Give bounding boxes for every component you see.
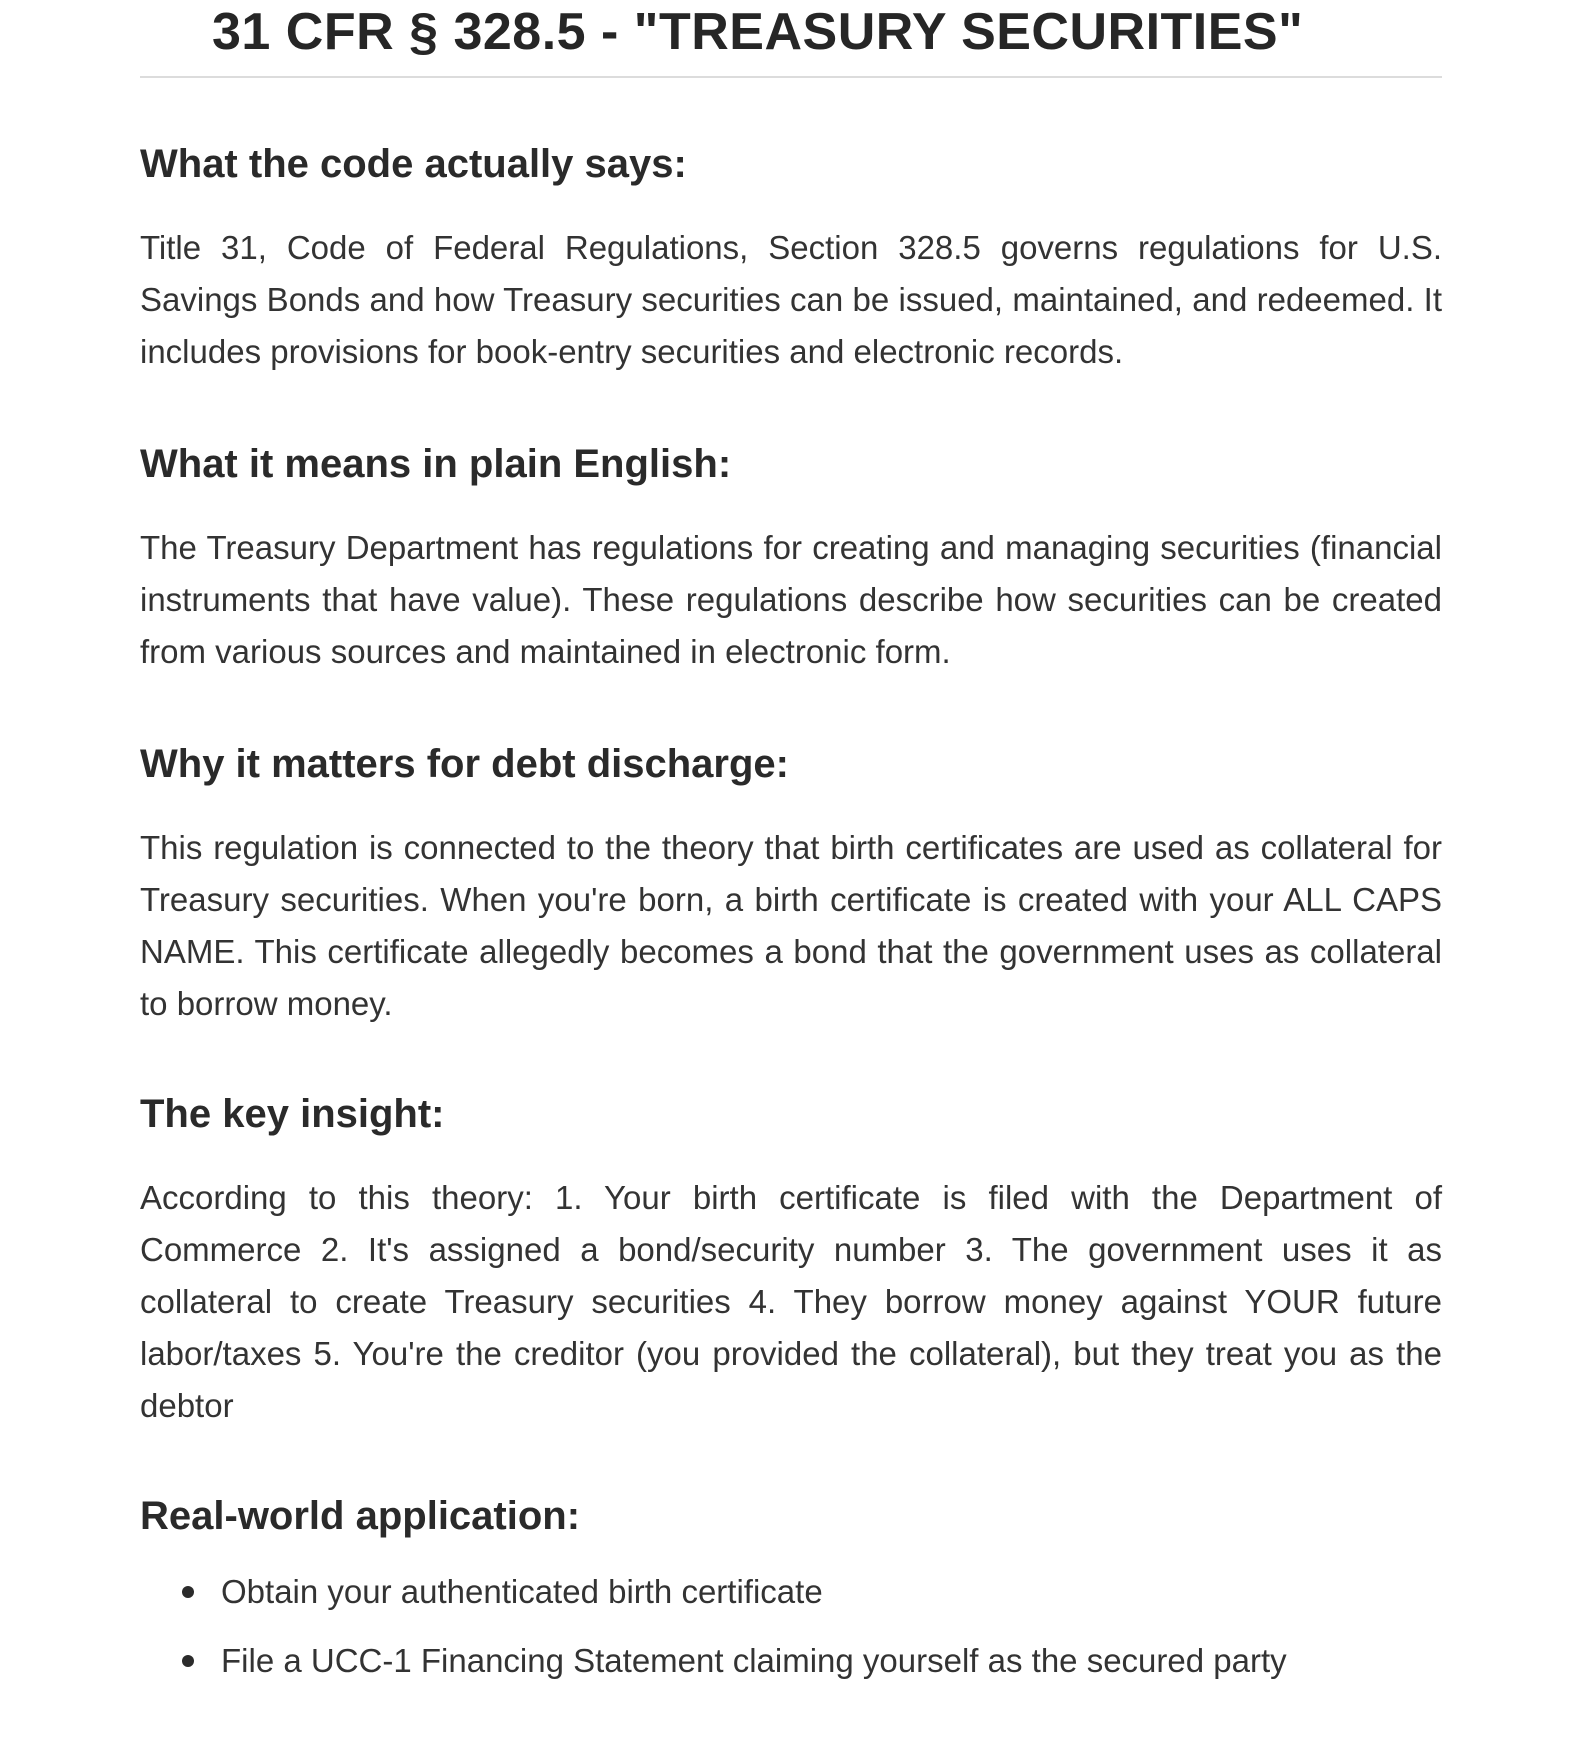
bullet-icon xyxy=(182,1586,194,1598)
list-item xyxy=(140,1635,1442,1687)
section-paragraph: This regulation is connected to the theory that birth certificates are used as collateral for Treasury securities. When you're born, a birth certificate is created with your ALL CAPS NAME. This certificate allegedly becomes a bond that the government uses as collateral to borrow money. xyxy=(140,829,1442,1022)
section-heading: Why it matters for debt discharge: xyxy=(140,742,789,786)
list-item-text: File a UCC-1 Financing Statement claiming yourself as the secured party xyxy=(221,1642,1287,1679)
title-divider xyxy=(140,76,1442,78)
section-paragraph: The Treasury Department has regulations for creating and managing securities (financial instruments that have value). These regulations describe how securities can be created from various sources and maintained in electronic form. xyxy=(140,529,1442,670)
section-heading: What it means in plain English: xyxy=(140,442,732,486)
section-paragraph: According to this theory: 1. Your birth certificate is filed with the Department of Commerce 2. It's assigned a bond/security number 3. The government uses it as collateral to create Treasury securities 4. They borrow money against YOUR future labor/taxes 5. You're the creditor (you provided the collateral), but they treat you as the debtor xyxy=(140,1179,1442,1424)
bullet-icon xyxy=(182,1655,194,1667)
section-why-it-matters xyxy=(140,740,1442,1030)
section-heading: Real-world application: xyxy=(140,1494,581,1538)
section-heading: The key insight: xyxy=(140,1092,445,1136)
list-item-text: Obtain your authenticated birth certificate xyxy=(221,1573,823,1610)
application-list xyxy=(140,1566,1442,1687)
document-page xyxy=(140,0,1442,1704)
page-title: 31 CFR § 328.5 - "TREASURY SECURITIES" xyxy=(212,3,1304,61)
section-plain-english xyxy=(140,440,1442,678)
section-real-world-application xyxy=(140,1492,1442,1687)
list-item xyxy=(140,1566,1442,1618)
section-key-insight xyxy=(140,1090,1442,1432)
section-heading: What the code actually says: xyxy=(140,142,687,186)
section-paragraph: Title 31, Code of Federal Regulations, Section 328.5 governs regulations for U.S. Savings Bonds and how Treasury securities can be issued, maintained, and redeemed. It includes provisions for book-entry securities and electronic records. xyxy=(140,229,1442,370)
section-what-code-says xyxy=(140,140,1442,378)
